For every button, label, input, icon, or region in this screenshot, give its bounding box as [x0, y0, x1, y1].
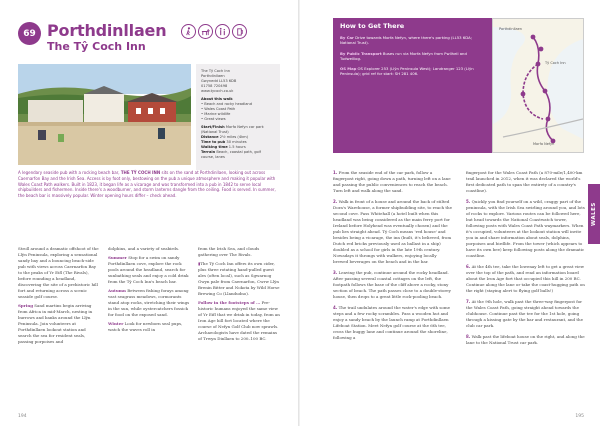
steps-column-2	[466, 170, 585, 351]
map-label: Morfa Nefyn	[533, 142, 555, 146]
start-finish: Start/Finish Morfa Nefyn car park (National Trust)	[201, 125, 264, 134]
step: fingerpost for the Wales Coast Path (a 870-mile/1,400-km trail launched in 2012, when it was declared the world's first dedicated path to span the entirety of a country's coastline).	[466, 170, 583, 193]
pub-address: The Tŷ Coch Inn Porthdinllaen Gwynedd LL53 6DB 01758 720498 www.tycoch.co.uk	[201, 69, 237, 93]
about-heading: About this walk	[201, 97, 233, 101]
route-number: 69	[23, 28, 36, 39]
page-number-right: 195	[575, 414, 584, 419]
by-car: By Car Drive towards Morfa Nefyn, where there's parking (LL53 6DA; National Trust).	[340, 35, 472, 46]
route-number-badge	[18, 22, 41, 45]
walker-icon	[181, 24, 196, 39]
walk-feature-icons	[181, 24, 247, 39]
about-item: • Wales Coast Path	[201, 107, 275, 112]
about-item: • Marine wildlife	[201, 112, 275, 117]
step: 7. At the 9th hole, walk past the three-way fingerpost for the Wales Coast Path, going straight ahead towards the clubhouse. Continue past the tee for the 1st hole, going through a kissing gate by the bar and restaurant, and the club car park.	[466, 299, 583, 328]
walking-time: Walking time 1.5 hours	[201, 145, 246, 149]
terrain: Terrain Beach, coastal path, golf course, lanes	[201, 150, 261, 159]
distance: Distance 2½ miles (4km)	[201, 135, 249, 139]
steps-column-1	[333, 170, 452, 346]
body-paragraph: Follow in the footsteps of ... Pre-historic humans enjoyed the same view of Yr Eifl that we drink in today, from an Iron Age hill fort located where the course of Nefyn Golf Club now sprawls. Archaeologists have dated the remains of Trwyn Dinllaen to 200–100 BC.	[198, 300, 280, 341]
step: 2. Walk in front of a house and around the back of stilted Dora's Warehouse, a former shipbuilding site, to reach the second cove. Pass Whitehall (a hotel built when this headland was being considered as the main ferry port for Ireland before Holyhead was eventually chosen) and the pub lies straight ahead. Tŷ Coch means 'red house' and besides being a vicarage, the inn (built, it's believed, from Dutch red bricks previously used as ballast in a ship) doubled as a school for girls in the late 19th century. Nowadays it throngs with walkers, enjoying locally brewed beverages on the beach and in the bar.	[333, 199, 452, 264]
route-title: Porthdinllaen	[47, 21, 167, 40]
how-to-get-there-box	[333, 18, 492, 153]
body-paragraph: Stroll around a dramatic offshoot of the Llŷn Peninsula, exploring a sensational sandy bay and a bouncing beach-side pub with views across Caernarfon Bay to the peaks of Yr Eifl (The Rivals), before rounding a headland, discovering the site of a prehistoric hill fort and returning across a scenic seaside golf course.	[18, 246, 99, 299]
body-column-2	[108, 246, 190, 336]
pub-info-box	[196, 64, 280, 170]
about-item: • Beach and rocky headland	[201, 102, 275, 107]
body-paragraph: from the Irish Sea, and clouds gathering over The Rivals.	[198, 246, 260, 257]
body-paragraph: Spring Sand martins begin arriving from Africa in mid-March, nesting in burrows and banks around the Llŷn Peninsula. Join volunteers at Porthdinllaen lookout station and search the sea for resident seals, passing porpoises and	[18, 303, 93, 344]
time-to-pub: Time to pub 30 minutes	[201, 140, 247, 144]
about-item: • Great views	[201, 117, 275, 122]
body-paragraph: ▮The Tŷ Coch Inn offers its own cider, plus three rotating hand-pulled guest ales (often local), such as Sgwarnog Gwyn pale from Caernarfon, Cwrw Llŷn Brenin Bitter and Nokota by Wild Horse Brewing Co (Llandudno).	[198, 261, 280, 296]
body-paragraph: Autumn Between fishing forays among vast seagrass meadows, cormorants stand atop rocks, stretching their wings in the sun, while oystercatchers fossick for food on the exposed sand.	[108, 288, 190, 317]
about-list	[201, 102, 275, 122]
step: 6. At the 4th tee, take the lowenay left to get a great view over the top of the path, and read an information board about the Iron Age fort that occupied this hill in 200 BC. Continue along the lane or take the coast-hugging path on the right (staying alert to flying golf balls!)	[466, 264, 585, 293]
map-label: Tŷ Coch Inn	[545, 61, 566, 65]
pub-beach-photo	[18, 64, 191, 165]
step: 3. Leaving the pub, continue around the rocky headland. After passing several coastal cottages on the left, the footpath follows the base of the cliff above a rocky, stony section of beach. The path passes close to a double-storey house, then drops to a great little rock-pooling beach.	[333, 270, 451, 299]
by-public-transport: By Public Transport Buses run via Morfa Nefyn from Pwllheli and Tudweiliog.	[340, 50, 467, 61]
get-there-title: How to Get There	[340, 22, 405, 30]
family-icon	[215, 24, 230, 39]
page-number-left: 194	[18, 414, 27, 419]
right-page	[300, 0, 600, 426]
dog-icon	[198, 24, 213, 39]
intro-paragraph: A legendary seaside pub with a rocking beach bar, THE TŶ COCH INN sits on the sand at Porthdinllaen, looking out across Caernarfon Bay and the Irish Sea. Access is by foot only, bestowing on the pub a unique atmosphere and making it popular with Wales Coast Path walkers. Built in 1823, it began life as a vicarage and was transformed into a pub in 1842 to serve local shipbuilders and fishermen. Inside there's a woodburner, and storm lanterns dangle from the ceiling. Food is served. In summer, the beach bar is massively popular. Winter opening hours differ – check ahead.	[18, 170, 276, 199]
step: 5. Quickly you find yourself on a wild, craggy part of the peninsula, with the Irish Sea swirling around you, and lots of rocks to explore. Various routes can be followed here, but head towards the National Coastwatch tower, following posts with Wales Coast Path waymarkers. When it's occupied, volunteers at the lookout station will invite you in and share information about seals, dolphins, porpoises and birdlife. From the tower (which appears to have its own bee) keep following posts along the dramatic coastline.	[466, 199, 585, 258]
beer-glass-icon	[232, 24, 247, 39]
body-paragraph: Summer Stop for a swim on sandy Porthdinllaen cove, explore the rock pools around the headland, search for sunbathing seals and enjoy a cold drink from the Tŷ Coch Inn's beach bar.	[108, 255, 189, 284]
body-paragraph: Winter Look for newborn seal pups, watch the waves roll in	[108, 321, 183, 332]
pint-icon: ▮	[198, 261, 201, 266]
step: 4. The trail undulates around the water's edge with some steps and a few rocky scrambles. Pass a wooden hut and enjoy a sandy beach by the launch ramp at Porthdinllaen Lifeboat Station. Meet Nefyn golf course at the 6th tee, cross the buggy lane and continue around the shoreline, following a	[333, 305, 450, 340]
step: 8. Walk past the lifeboat house on the right, and along the lane to the National Trust car park.	[466, 334, 585, 345]
body-column-1	[18, 246, 100, 348]
route-map	[492, 18, 584, 153]
os-map: OS Map OS Explorer 253 (Llŷn Peninsula West); Landranger 123 (Llŷn Peninsula); grid ref for start: SH 281 406.	[340, 66, 474, 77]
body-paragraph: dolphins, and a variety of seabirds.	[108, 246, 180, 251]
region-tab: WALES	[588, 184, 600, 244]
route-subtitle: The Tŷ Coch Inn	[47, 40, 146, 53]
map-label: Porthdinllaen	[499, 27, 523, 31]
step: 1. From the seaside end of the car park, follow a fingerpost right, going down a path, turning left on a lane and passing the public conveniences to reach the beach. Turn left and walk along the sand.	[333, 170, 451, 193]
body-column-3	[198, 246, 280, 345]
